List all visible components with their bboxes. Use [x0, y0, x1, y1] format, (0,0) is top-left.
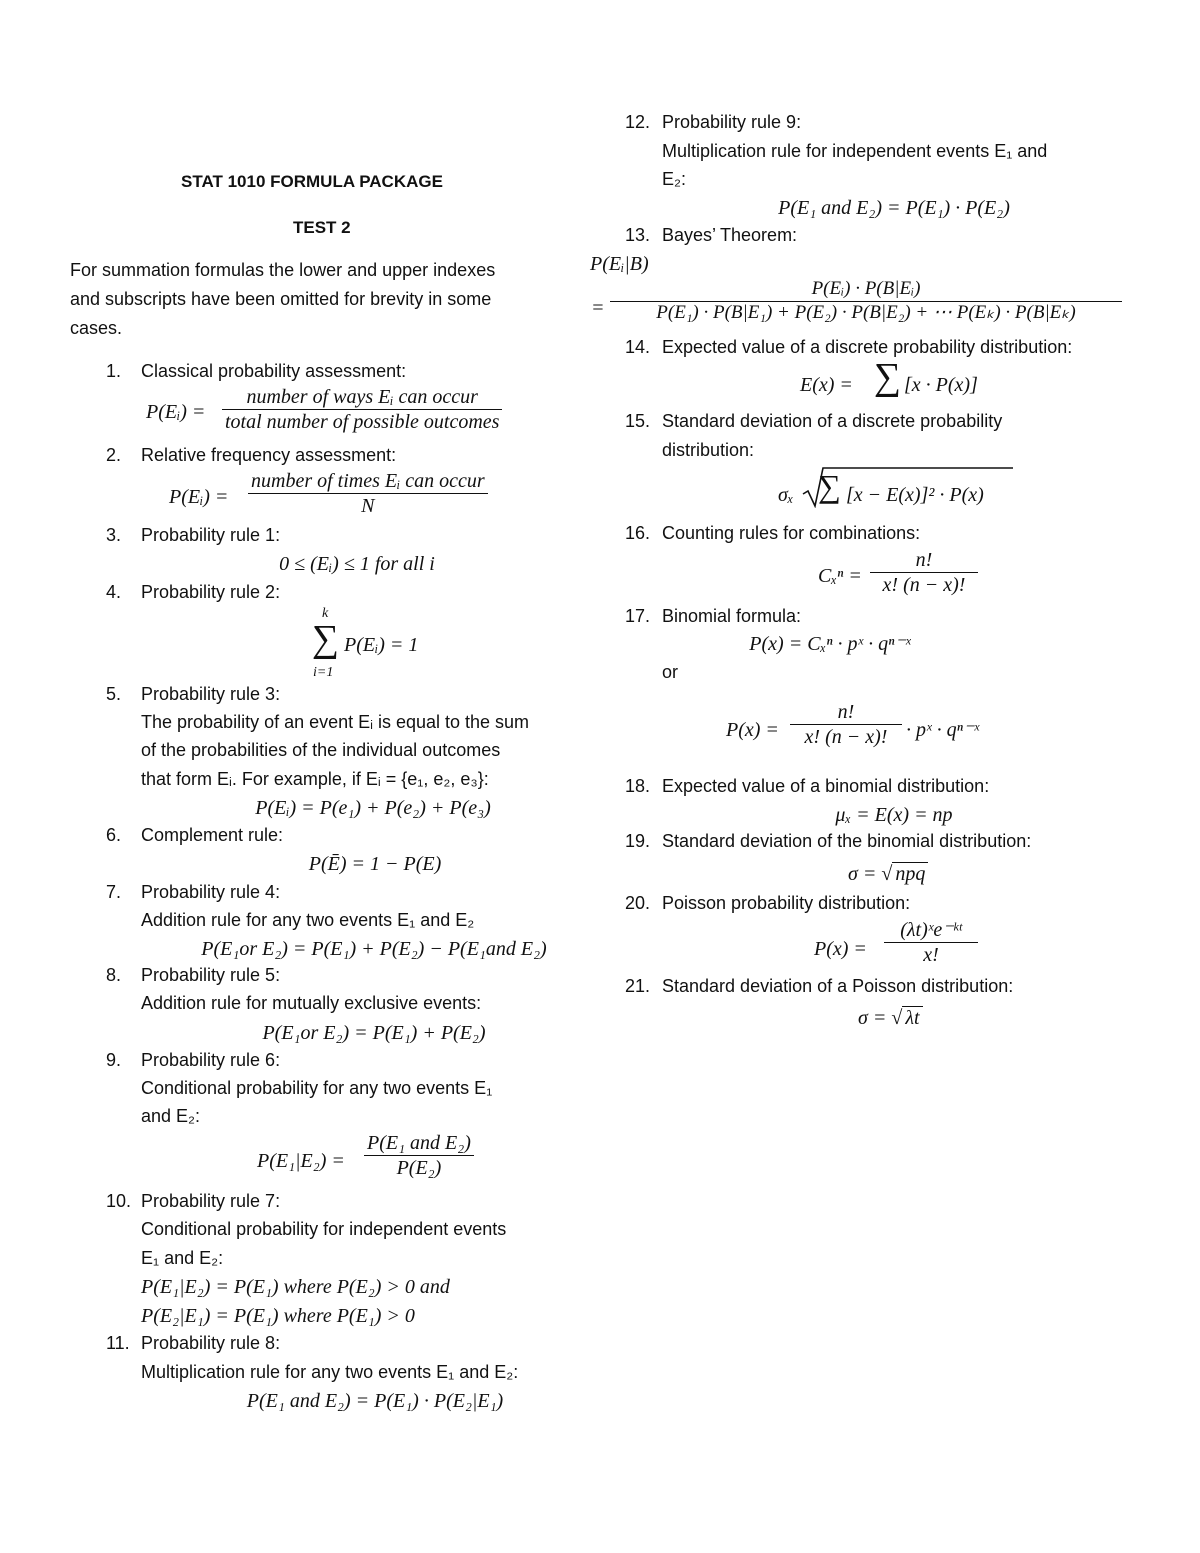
formula-13-lhs: P(Eᵢ|B) — [590, 253, 649, 275]
formula-14-lhs: E(x) = — [800, 374, 853, 396]
formula-20-numerator: (λt)ˣe⁻ᵏᵗ — [884, 918, 978, 943]
formula-2-fraction — [248, 469, 488, 518]
formula-16-fraction — [870, 548, 978, 597]
intro-line-2: and subscripts have been omitted for brevity in some — [70, 289, 492, 309]
formula-13-equals: = — [591, 297, 605, 319]
item-number-19: 19. — [625, 831, 651, 851]
item-number-12: 12. — [625, 112, 651, 132]
item-number-13: 13. — [625, 225, 651, 245]
item-number-15: 15. — [625, 411, 651, 431]
item-9-text-2: and E₂: — [141, 1106, 201, 1126]
item-label-1: Classical probability assessment: — [141, 361, 407, 381]
item-number-6: 6. — [106, 825, 122, 845]
intro-line-1: For summation formulas the lower and upper indexes — [70, 260, 496, 280]
formula-2-denominator: N — [361, 495, 375, 517]
formula-3: 0 ≤ (Eᵢ) ≤ 1 for all i — [279, 553, 435, 575]
formula-20-lhs: P(x) = — [814, 938, 867, 960]
item-17-or: or — [662, 662, 679, 682]
formula-16-numerator: n! — [870, 548, 978, 573]
formula-9-denominator: P(E₂) — [396, 1157, 442, 1179]
item-number-18: 18. — [625, 776, 651, 796]
item-15-text-2: distribution: — [662, 440, 755, 460]
formula-11: P(E₁ and E₂) = P(E₁) ∙ P(E₂|E₁) — [246, 1390, 504, 1412]
formula-1-lhs: P(Eᵢ) = — [146, 401, 206, 423]
item-10-text-1: Conditional probability for independent events — [141, 1219, 507, 1239]
item-number-5: 5. — [106, 684, 122, 704]
item-11-text-1: Multiplication rule for any two events E₁ and E₂: — [141, 1362, 519, 1382]
item-number-4: 4. — [106, 582, 122, 602]
item-label-3: Probability rule 1: — [141, 525, 281, 545]
formula-9-lhs: P(E₁|E₂) = — [257, 1150, 345, 1172]
formula-16-denominator: x! (n − x)! — [882, 574, 966, 596]
formula-16-lhs: Cₓⁿ = — [818, 565, 862, 587]
item-number-10: 10. — [106, 1191, 132, 1211]
formula-19-radicand: npq — [892, 862, 928, 885]
sum-lower-index: i=1 — [313, 665, 334, 680]
item-number-21: 21. — [625, 976, 651, 996]
formula-14-body: [x ∙ P(x)] — [904, 374, 978, 396]
formula-20-fraction — [884, 918, 978, 967]
item-label-21: Standard deviation of a Poisson distribution: — [662, 976, 1014, 996]
item-label-14: Expected value of a discrete probability distribution: — [662, 337, 1073, 357]
item-9-text-1: Conditional probability for any two events E₁ — [141, 1078, 493, 1098]
item-label-17: Binomial formula: — [662, 606, 802, 626]
formula-13-fraction — [610, 278, 1122, 325]
item-label-20: Poisson probability distribution: — [662, 893, 911, 913]
item-12-text-2: E₂: — [662, 169, 686, 189]
formula-17b-fraction — [790, 700, 902, 749]
formula-17b-numerator: n! — [790, 700, 902, 725]
formula-21-lhs: σ = √ — [858, 1007, 903, 1029]
formula-19-lhs: σ = √ — [848, 863, 893, 885]
item-12-text-1: Multiplication rule for independent events E₁ and — [662, 141, 1048, 161]
item-number-2: 2. — [106, 445, 122, 465]
item-number-8: 8. — [106, 965, 122, 985]
item-label-8: Probability rule 5: — [141, 965, 281, 985]
item-label-10: Probability rule 7: — [141, 1191, 281, 1211]
formula-6: P(Ē) = 1 − P(E) — [308, 853, 442, 875]
formula-15-lhs: σₓ — [778, 484, 794, 506]
item-10-text-2: E₁ and E₂: — [141, 1248, 224, 1268]
page-subtitle: TEST 2 — [293, 218, 351, 237]
item-number-11: 11. — [106, 1333, 130, 1353]
item-label-13: Bayes’ Theorem: — [662, 225, 798, 245]
formula-2-numerator: number of times Eᵢ can occur — [248, 469, 488, 494]
formula-17b-rhs: ∙ pˣ ∙ qⁿ⁻ˣ — [906, 719, 980, 741]
formula-5: P(Eᵢ) = P(e₁) + P(e₂) + P(e₃) — [255, 797, 491, 819]
formula-13-numerator: P(Eᵢ) ∙ P(B|Eᵢ) — [610, 278, 1122, 302]
formula-13-denominator: P(E₁) ∙ P(B|E₁) + P(E₂) ∙ P(B|E₂) + ⋯ P(Eₖ) ∙ P(B|Eₖ) — [656, 301, 1076, 323]
formula-1-denominator: total number of possible outcomes — [225, 411, 500, 433]
item-label-11: Probability rule 8: — [141, 1333, 281, 1353]
intro-line-3: cases. — [70, 318, 123, 338]
item-label-16: Counting rules for combinations: — [662, 523, 921, 543]
formula-12: P(E₁ and E₂) = P(E₁) ∙ P(E₂) — [778, 197, 1010, 219]
item-label-12: Probability rule 9: — [662, 112, 802, 132]
item-number-14: 14. — [625, 337, 651, 357]
item-5-text-3: that form Eᵢ. For example, if Eᵢ = {e₁, e₂, e₃}: — [141, 769, 489, 789]
formula-1-numerator: number of ways Eᵢ can occur — [222, 385, 502, 410]
item-5-text-1: The probability of an event Eᵢ is equal to the sum — [141, 712, 530, 732]
formula-8: P(E₁or E₂) = P(E₁) + P(E₂) — [262, 1022, 486, 1044]
summation-symbol-15: ∑ — [818, 468, 841, 504]
formula-7: P(E₁or E₂) = P(E₁) + P(E₂) − P(E₁and E₂) — [201, 938, 547, 960]
formula-17b-lhs: P(x) = — [726, 719, 779, 741]
item-number-3: 3. — [106, 525, 122, 545]
formula-10-line-2: P(E₂|E₁) = P(E₁) where P(E₁) > 0 — [141, 1305, 415, 1327]
item-label-15: Standard deviation of a discrete probability — [662, 411, 1003, 431]
page-title: STAT 1010 FORMULA PACKAGE — [181, 172, 443, 191]
formula-1-fraction — [222, 385, 502, 434]
formula-10-line-1: P(E₁|E₂) = P(E₁) where P(E₂) > 0 and — [141, 1276, 450, 1298]
formula-21-radicand: λt — [902, 1006, 922, 1029]
formula-17b-denominator: x! (n − x)! — [804, 726, 888, 748]
item-7-text-1: Addition rule for any two events E₁ and E₂ — [141, 910, 475, 930]
item-label-4: Probability rule 2: — [141, 582, 281, 602]
formula-4-body: P(Eᵢ) = 1 — [344, 634, 419, 656]
formula-21 — [858, 1006, 923, 1030]
item-label-9: Probability rule 6: — [141, 1050, 281, 1070]
item-number-7: 7. — [106, 882, 122, 902]
formula-15-body: [x − E(x)]² ∙ P(x) — [846, 484, 984, 506]
formula-9-fraction — [364, 1131, 474, 1180]
formula-9-numerator: P(E₁ and E₂) — [364, 1131, 474, 1156]
formula-2-lhs: P(Eᵢ) = — [169, 486, 229, 508]
formula-19 — [848, 862, 928, 886]
item-label-6: Complement rule: — [141, 825, 284, 845]
formula-18: μₓ = E(x) = np — [835, 804, 953, 826]
item-number-17: 17. — [625, 606, 651, 626]
formula-17a: P(x) = Cₓⁿ ∙ pˣ ∙ qⁿ⁻ˣ — [749, 633, 911, 655]
item-label-18: Expected value of a binomial distribution: — [662, 776, 990, 796]
item-label-19: Standard deviation of the binomial distribution: — [662, 831, 1032, 851]
item-number-16: 16. — [625, 523, 651, 543]
sum-upper-index: k — [322, 606, 329, 621]
summation-symbol-14: ∑ — [874, 356, 902, 398]
item-5-text-2: of the probabilities of the individual outcomes — [141, 740, 501, 760]
item-label-7: Probability rule 4: — [141, 882, 281, 902]
summation-symbol: ∑ — [312, 618, 340, 660]
formula-20-denominator: x! — [923, 944, 939, 966]
item-number-20: 20. — [625, 893, 651, 913]
item-number-1: 1. — [106, 361, 122, 381]
item-8-text-1: Addition rule for mutually exclusive events: — [141, 993, 482, 1013]
item-label-5: Probability rule 3: — [141, 684, 281, 704]
item-number-9: 9. — [106, 1050, 122, 1070]
item-label-2: Relative frequency assessment: — [141, 445, 397, 465]
